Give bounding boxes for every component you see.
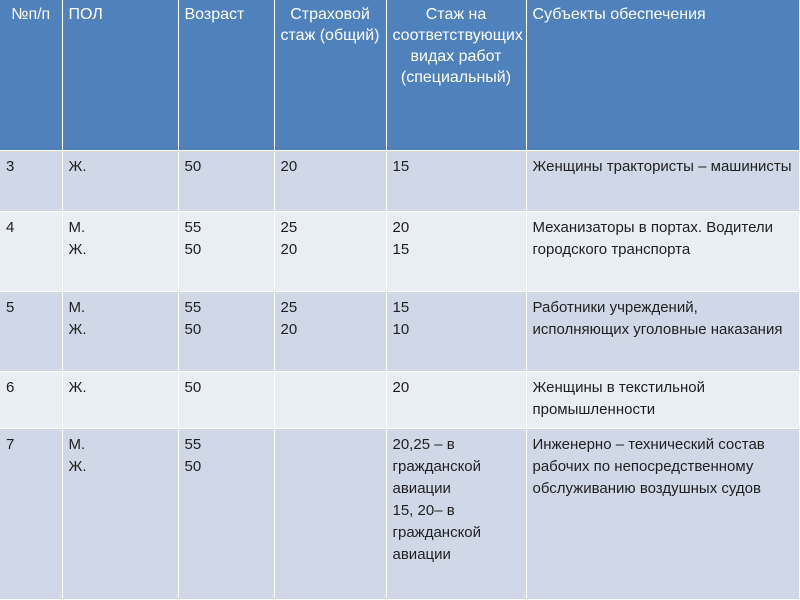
cell-age: [178, 292, 274, 372]
cell-subjects: Работники учреждений, исполняющих уголовные наказания: [526, 292, 800, 372]
cell-num: 5: [0, 292, 62, 372]
cell-age-value: 55: [184, 436, 202, 453]
cell-special-value: 20: [392, 219, 410, 236]
cell-age: [178, 429, 274, 600]
cell-subjects: Инженерно – технический состав рабочих по непосредственному обслуживанию воздушных судов: [526, 429, 800, 600]
cell-sex: [62, 429, 178, 600]
cell-special: [386, 292, 526, 372]
cell-special-value: 15: [392, 158, 410, 175]
header-subjects: Субъекты обеспечения: [526, 0, 800, 151]
cell-sex-value: М.: [68, 436, 86, 453]
cell-insurance-value: 25: [280, 219, 298, 236]
cell-age: [178, 151, 274, 212]
cell-sex-value: М.: [68, 219, 86, 236]
table-row: [0, 151, 800, 212]
cell-sex-value: Ж.: [68, 458, 87, 475]
table-row: [0, 292, 800, 372]
cell-insurance: [274, 151, 386, 212]
table-header-row: [0, 0, 800, 151]
header-special-experience: Стаж на соответствующих видах работ (специальный): [386, 0, 526, 151]
cell-insurance-value: 25: [280, 299, 298, 316]
cell-special-value: 20,25 – в гражданской авиации: [392, 436, 482, 497]
cell-subjects: Женщины в текстильной промышленности: [526, 372, 800, 429]
cell-special: [386, 151, 526, 212]
cell-special-value: 10: [392, 321, 410, 338]
cell-sex-value: Ж.: [68, 158, 87, 175]
cell-special-value: 15, 20– в гражданской авиации: [392, 502, 482, 563]
cell-special-value: 15: [392, 241, 410, 258]
header-sex: ПОЛ: [62, 0, 178, 151]
cell-subjects: Механизаторы в портах. Водители городского транспорта: [526, 212, 800, 292]
cell-age-value: 50: [184, 158, 202, 175]
cell-subjects: Женщины трактористы – машинисты: [526, 151, 800, 212]
cell-insurance-value: 20: [280, 241, 298, 258]
cell-special-value: 20: [392, 379, 410, 396]
table-row: [0, 429, 800, 600]
cell-age-value: 50: [184, 379, 202, 396]
cell-sex: [62, 212, 178, 292]
header-num: №п/п: [0, 0, 62, 151]
cell-special: [386, 429, 526, 600]
cell-sex-value: Ж.: [68, 379, 87, 396]
cell-age: [178, 212, 274, 292]
table-row: [0, 372, 800, 429]
cell-special: [386, 372, 526, 429]
cell-age-value: 55: [184, 299, 202, 316]
cell-insurance: [274, 292, 386, 372]
cell-special-value: 15: [392, 299, 410, 316]
table-row: [0, 212, 800, 292]
cell-insurance: [274, 372, 386, 429]
cell-num: 6: [0, 372, 62, 429]
cell-sex: [62, 372, 178, 429]
cell-sex: [62, 292, 178, 372]
cell-insurance-value: 20: [280, 158, 298, 175]
cell-num: 7: [0, 429, 62, 600]
cell-insurance: [274, 429, 386, 600]
cell-sex-value: М.: [68, 299, 86, 316]
cell-age-value: 55: [184, 219, 202, 236]
cell-sex-value: Ж.: [68, 241, 87, 258]
cell-sex: [62, 151, 178, 212]
cell-age-value: 50: [184, 458, 202, 475]
cell-sex-value: Ж.: [68, 321, 87, 338]
cell-special: [386, 212, 526, 292]
cell-age-value: 50: [184, 241, 202, 258]
header-age: Возраст: [178, 0, 274, 151]
cell-num: 3: [0, 151, 62, 212]
cell-insurance: [274, 212, 386, 292]
cell-age: [178, 372, 274, 429]
cell-age-value: 50: [184, 321, 202, 338]
header-insurance-experience: Страховой стаж (общий): [274, 0, 386, 151]
cell-num: 4: [0, 212, 62, 292]
cell-insurance-value: 20: [280, 321, 298, 338]
